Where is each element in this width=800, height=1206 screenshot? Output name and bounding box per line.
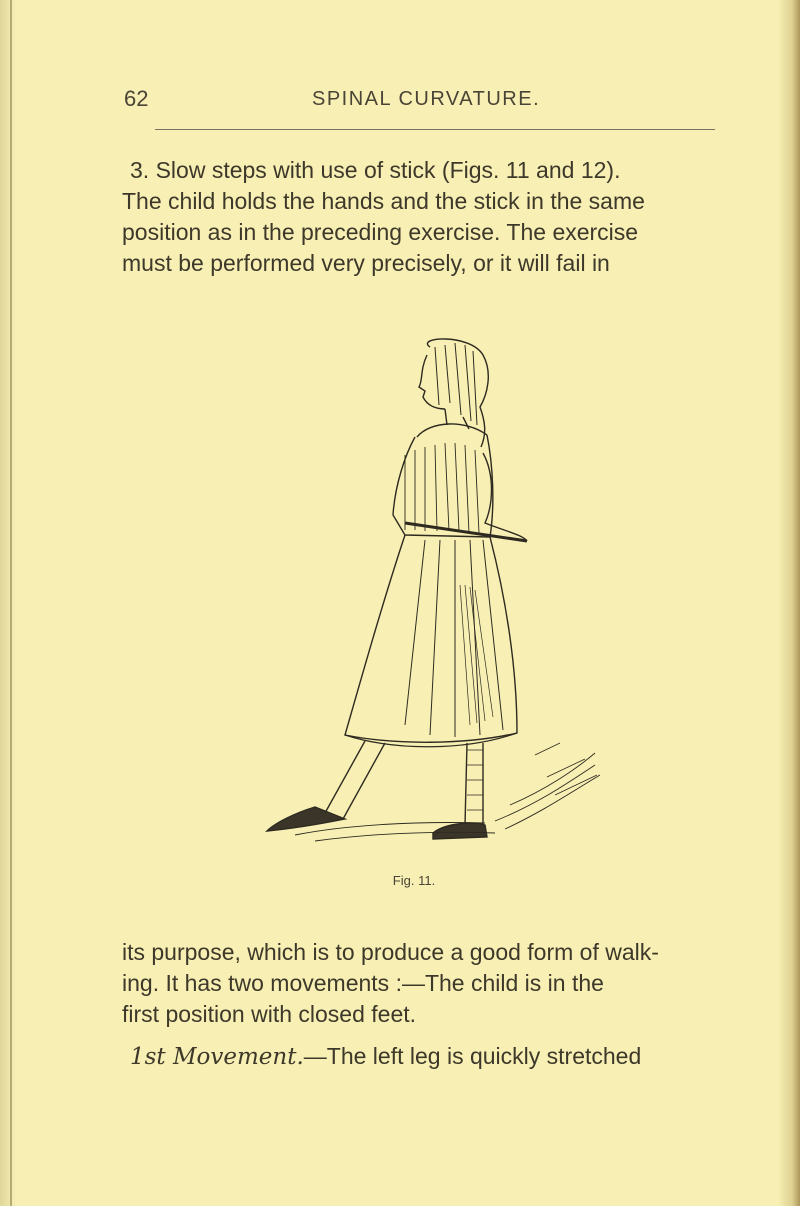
back-leg (325, 741, 385, 819)
text-line: position as in the preceding exercise. The exercise (122, 219, 639, 245)
text-line: its purpose, which is to produce a good form of walk- (122, 939, 659, 965)
movement-heading: 1st Movement. (130, 1044, 304, 1070)
text-line: 3. Slow steps with use of stick (Figs. 11 and 12). (130, 157, 621, 183)
front-shoe (433, 823, 487, 839)
face-profile (419, 355, 445, 409)
back-shoe (267, 807, 345, 831)
text-line: The child holds the hands and the stick in the same (122, 188, 645, 214)
collar (417, 424, 487, 437)
movement-text: —The left leg is quickly stretched (303, 1043, 642, 1069)
text-line: must be performed very precisely, or it will fail in (122, 250, 610, 276)
paragraph-first-movement (122, 1041, 722, 1073)
text-line (122, 1041, 722, 1073)
paragraph-purpose (122, 937, 722, 1030)
front-leg (465, 743, 483, 825)
figure-illustration-walking-girl (255, 325, 605, 865)
figure-caption: Fig. 11. (392, 873, 436, 888)
binding-edge (10, 0, 12, 1206)
text-line: first position with closed feet. (122, 1001, 417, 1027)
paragraph-exercise-intro (122, 155, 722, 279)
header-rule (155, 129, 715, 130)
page-number: 62 (124, 86, 149, 111)
text-line: ing. It has two movements :—The child is in the (122, 970, 604, 996)
running-title: SPINAL CURVATURE. (312, 88, 541, 110)
